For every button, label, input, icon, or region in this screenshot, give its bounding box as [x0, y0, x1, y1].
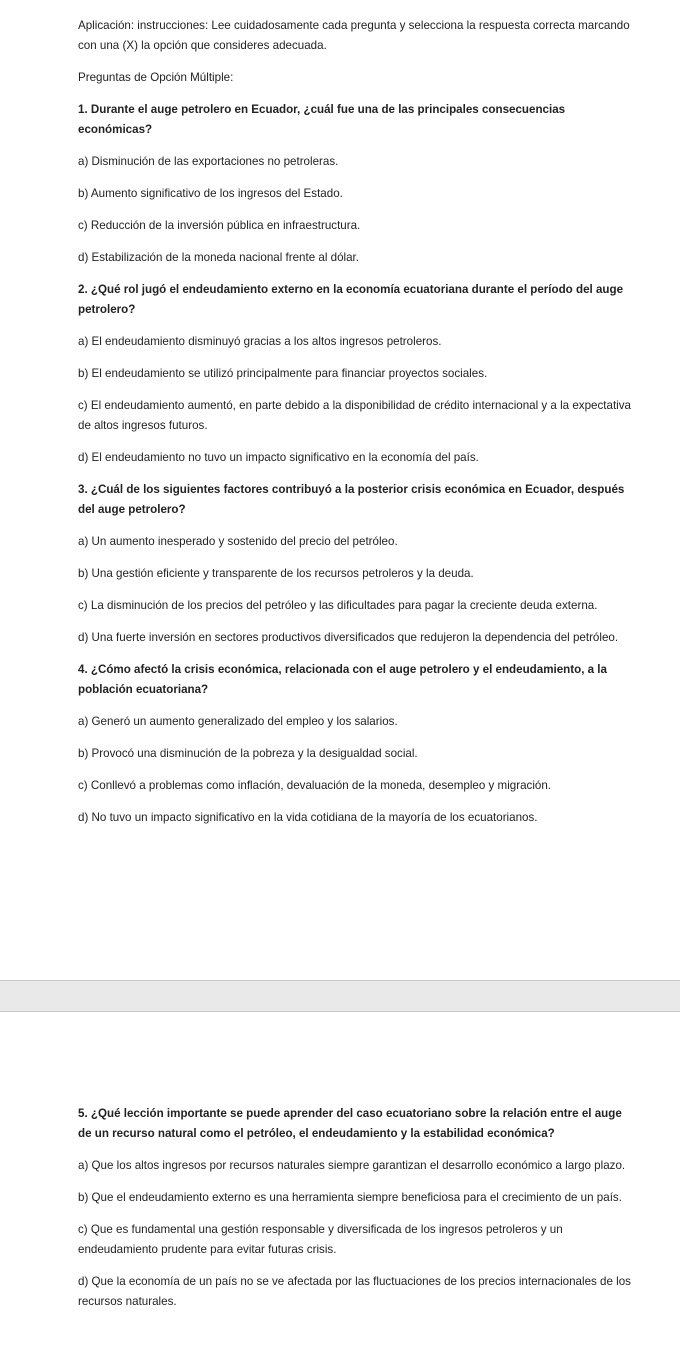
answer-option[interactable]: b) El endeudamiento se utilizó principalmente para financiar proyectos sociales. [78, 367, 488, 380]
answer-option[interactable]: d) Una fuerte inversión en sectores productivos diversificados que redujeron la dependencia del petróleo. [78, 631, 619, 644]
answer-option[interactable]: c) Reducción de la inversión pública en infraestructura. [78, 219, 361, 232]
question-block-2 [78, 280, 634, 468]
question-text: 4. ¿Cómo afectó la crisis económica, relacionada con el auge petrolero y el endeudamiento, a la población ecuatoriana? [78, 663, 607, 696]
question-block-5 [78, 1104, 634, 1312]
answer-option[interactable]: a) Generó un aumento generalizado del empleo y los salarios. [78, 715, 398, 728]
question-text: 3. ¿Cuál de los siguientes factores contribuyó a la posterior crisis económica en Ecuador, después del auge petrolero? [78, 483, 625, 516]
page-break-separator [0, 980, 680, 1012]
question-block-4 [78, 660, 634, 828]
answer-option[interactable]: c) Conllevó a problemas como inflación, devaluación de la moneda, desempleo y migración. [78, 779, 552, 792]
answer-option[interactable]: d) El endeudamiento no tuvo un impacto significativo en la economía del país. [78, 451, 479, 464]
question-text: 1. Durante el auge petrolero en Ecuador, ¿cuál fue una de las principales consecuencias económicas? [78, 103, 566, 136]
answer-option[interactable]: d) No tuvo un impacto significativo en la vida cotidiana de la mayoría de los ecuatorianos. [78, 811, 538, 824]
page-content [78, 1104, 634, 1324]
answer-option[interactable]: b) Provocó una disminución de la pobreza y la desigualdad social. [78, 747, 418, 760]
answer-option[interactable]: c) El endeudamiento aumentó, en parte debido a la disponibilidad de crédito internacional y a la expectativa de altos ingresos futuros. [78, 399, 631, 432]
answer-option[interactable]: b) Que el endeudamiento externo es una herramienta siempre beneficiosa para el crecimiento de un país. [78, 1191, 622, 1204]
instructions-text: Aplicación: instrucciones: Lee cuidadosamente cada pregunta y selecciona la respuesta correcta marcando con una (X) la opción que consideres adecuada. [78, 19, 630, 52]
question-text: 5. ¿Qué lección importante se puede aprender del caso ecuatoriano sobre la relación entre el auge de un recurso natural como el petróleo, el endeudamiento y la estabilidad económica? [78, 1107, 622, 1140]
section-title: Preguntas de Opción Múltiple: [78, 71, 234, 84]
question-block-1 [78, 100, 634, 268]
question-text: 2. ¿Qué rol jugó el endeudamiento externo en la economía ecuatoriana durante el período del auge petrolero? [78, 283, 624, 316]
answer-option[interactable]: c) Que es fundamental una gestión responsable y diversificada de los ingresos petroleros y un endeudamiento prudente para evitar futuras crisis. [78, 1223, 563, 1256]
answer-option[interactable]: d) Que la economía de un país no se ve afectada por las fluctuaciones de los precios internacionales de los recursos naturales. [78, 1275, 631, 1308]
answer-option[interactable]: c) La disminución de los precios del petróleo y las dificultades para pagar la creciente deuda externa. [78, 599, 598, 612]
answer-option[interactable]: b) Aumento significativo de los ingresos del Estado. [78, 187, 343, 200]
document-page-2 [0, 1012, 680, 1358]
question-block-3 [78, 480, 634, 648]
answer-option[interactable]: a) Disminución de las exportaciones no petroleras. [78, 155, 339, 168]
answer-option[interactable]: a) Que los altos ingresos por recursos naturales siempre garantizan el desarrollo económico a largo plazo. [78, 1159, 626, 1172]
answer-option[interactable]: b) Una gestión eficiente y transparente de los recursos petroleros y la deuda. [78, 567, 474, 580]
page-content [78, 16, 634, 840]
answer-option[interactable]: a) Un aumento inesperado y sostenido del precio del petróleo. [78, 535, 398, 548]
answer-option[interactable]: a) El endeudamiento disminuyó gracias a los altos ingresos petroleros. [78, 335, 442, 348]
answer-option[interactable]: d) Estabilización de la moneda nacional frente al dólar. [78, 251, 360, 264]
